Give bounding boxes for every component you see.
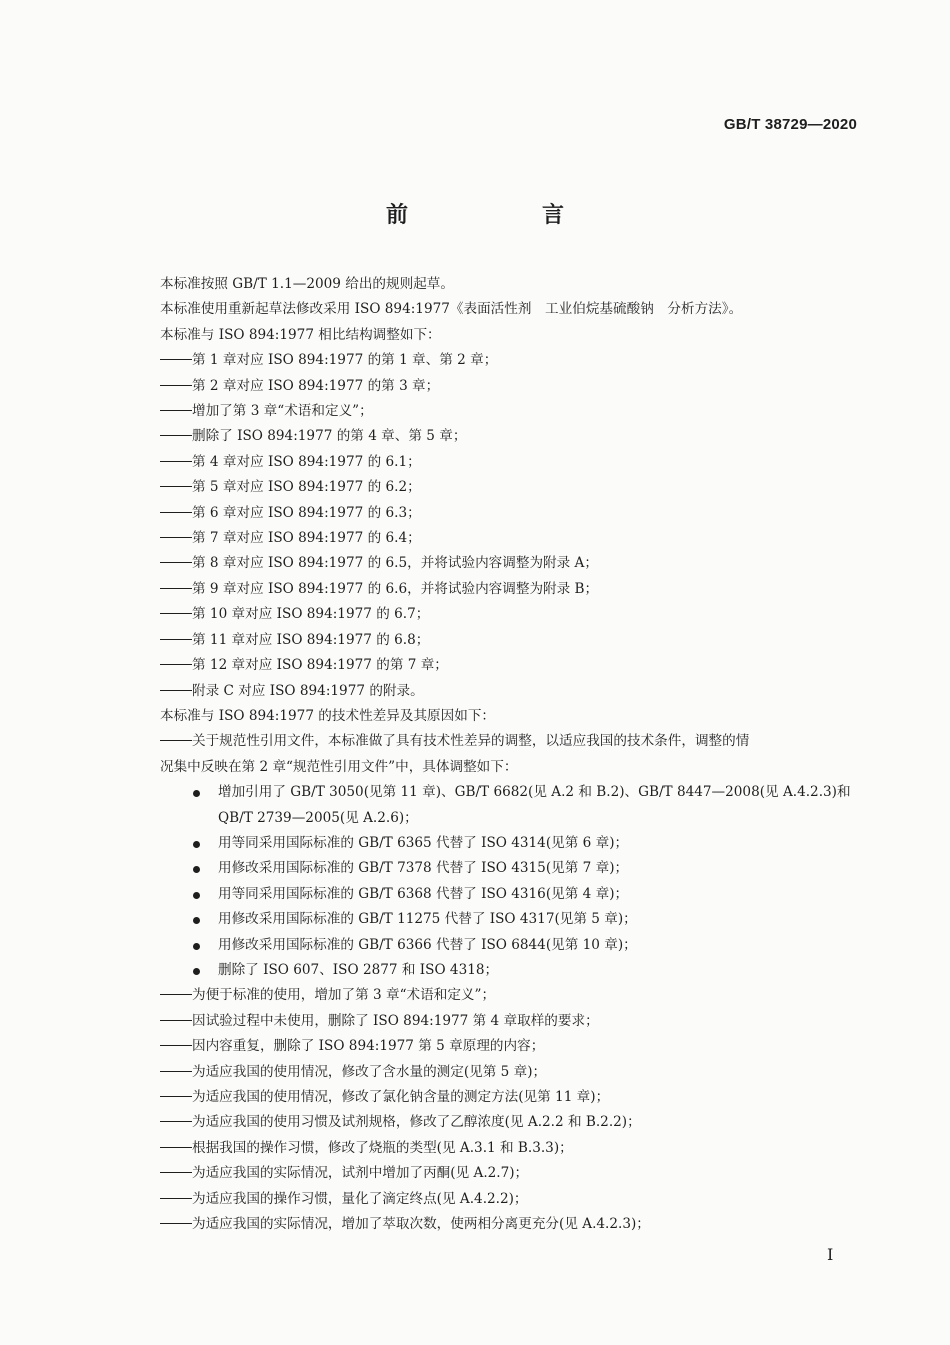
standard-code: GB/T 38729—2020: [723, 116, 857, 133]
list-item-text: 为适应我国的实际情况，试剂中增加了丙酮(见 A.2.7)；: [192, 1165, 529, 1182]
dash-mark: [160, 512, 192, 513]
list-item: [160, 1161, 860, 1186]
list-item: [160, 602, 860, 627]
list-item: [160, 1034, 860, 1059]
bullet-dot-icon: [193, 790, 200, 797]
list-item-text: 第 1 章对应 ISO 894:1977 的第 1 章、第 2 章；: [192, 352, 498, 369]
bullet-item: [160, 907, 860, 932]
dash-mark: [160, 359, 192, 360]
list-item-text: 为适应我国的实际情况，增加了萃取次数，使两相分离更充分(见 A.4.2.3)；: [192, 1216, 650, 1233]
bullet-dot-icon: [193, 892, 200, 899]
list-item-text: 增加了第 3 章“术语和定义”；: [192, 403, 373, 420]
bullet-text: 用修改采用国际标准的 GB/T 7378 代替了 ISO 4315(见第 7 章)；: [218, 860, 629, 877]
dash-mark: [160, 435, 192, 436]
dash-mark: [160, 562, 192, 563]
list-item-text: 因试验过程中未使用，删除了 ISO 894:1977 第 4 章取样的要求；: [192, 1012, 599, 1029]
dash-mark: [160, 385, 192, 386]
dash-mark: [160, 639, 192, 640]
list-item: [160, 577, 860, 602]
paragraph: 本标准与 ISO 894:1977 相比结构调整如下：: [160, 326, 441, 343]
list-item-text: 第 2 章对应 ISO 894:1977 的第 3 章；: [192, 377, 440, 394]
paragraph: 本标准按照 GB/T 1.1—2009 给出的规则起草。: [160, 276, 454, 292]
bullet-item: [160, 856, 860, 881]
bullet-dot-icon: [193, 866, 200, 873]
bullet-dot-icon: [193, 917, 200, 924]
dash-mark: [160, 613, 192, 614]
list-item: [160, 679, 860, 704]
dash-mark: [160, 410, 192, 411]
list-item-text: 第 7 章对应 ISO 894:1977 的 6.4；: [192, 530, 421, 547]
bullet-text: 用修改采用国际标准的 GB/T 6366 代替了 ISO 6844(见第 10 章)；: [218, 936, 637, 953]
bullet-dot-icon: [193, 968, 200, 975]
dash-mark: [160, 1045, 192, 1046]
list-item: [160, 729, 860, 754]
list-item-continuation: 况集中反映在第 2 章“规范性引用文件”中，具体调整如下：: [160, 758, 518, 775]
page-title: 前 言: [385, 203, 620, 228]
dash-mark: [160, 1198, 192, 1199]
bullet-text: 删除了 ISO 607、ISO 2877 和 ISO 4318；: [218, 961, 499, 978]
list-item-text: 第 12 章对应 ISO 894:1977 的第 7 章；: [192, 657, 448, 674]
list-item: [160, 1110, 860, 1135]
list-item: [160, 551, 860, 576]
list-item-text: 因内容重复，删除了 ISO 894:1977 第 5 章原理的内容；: [192, 1038, 545, 1055]
list-item-text: 为适应我国的使用情况，修改了含水量的测定(见第 5 章)；: [192, 1063, 547, 1080]
list-item-text: 为适应我国的操作习惯，量化了滴定终点(见 A.4.2.2)；: [192, 1190, 528, 1207]
dash-mark: [160, 690, 192, 691]
dash-mark: [160, 1223, 192, 1224]
foreword-body: [160, 272, 860, 1237]
list-item-text: 第 5 章对应 ISO 894:1977 的 6.2；: [192, 479, 421, 496]
list-item-text: 第 11 章对应 ISO 894:1977 的 6.8；: [192, 631, 430, 648]
list-item: [160, 450, 860, 475]
bullet-text: 增加引用了 GB/T 3050(见第 11 章)、GB/T 6682(见 A.2 和 B.2)、GB/T 8447—2008(见 A.4.2.3)和 QB/T 2739—2005(见 A.2.6)；: [218, 784, 851, 826]
list-item: [160, 653, 860, 678]
list-item-text: 第 8 章对应 ISO 894:1977 的 6.5，并将试验内容调整为附录 A；: [192, 555, 598, 572]
list-item: [160, 628, 860, 653]
list-item: [160, 1009, 860, 1034]
dash-mark: [160, 1121, 192, 1122]
dash-mark: [160, 461, 192, 462]
list-item-text: 第 6 章对应 ISO 894:1977 的 6.3；: [192, 504, 421, 521]
list-item-text: 为便于标准的使用，增加了第 3 章“术语和定义”；: [192, 987, 496, 1004]
dash-mark: [160, 994, 192, 995]
bullet-item: [160, 882, 860, 907]
dash-mark: [160, 1147, 192, 1148]
list-item-text: 为适应我国的使用习惯及试剂规格，修改了乙醇浓度(见 A.2.2 和 B.2.2)；: [192, 1114, 641, 1131]
list-item: [160, 501, 860, 526]
list-item: [160, 1187, 860, 1212]
list-item-text: 根据我国的操作习惯，修改了烧瓶的类型(见 A.3.1 和 B.3.3)；: [192, 1139, 573, 1156]
dash-mark: [160, 664, 192, 665]
dash-mark: [160, 1020, 192, 1021]
bullet-text: 用等同采用国际标准的 GB/T 6365 代替了 ISO 4314(见第 6 章)；: [218, 834, 629, 851]
list-item: [160, 399, 860, 424]
list-item: [160, 475, 860, 500]
list-item: [160, 348, 860, 373]
list-item-text: 第 4 章对应 ISO 894:1977 的 6.1；: [192, 453, 421, 470]
bullet-item: [160, 933, 860, 958]
list-item: [160, 983, 860, 1008]
list-item-text: 第 10 章对应 ISO 894:1977 的 6.7；: [192, 606, 430, 623]
list-item: [160, 526, 860, 551]
list-item: [160, 1085, 860, 1110]
list-item-text: 第 9 章对应 ISO 894:1977 的 6.6，并将试验内容调整为附录 B；: [192, 580, 599, 597]
bullet-dot-icon: [193, 841, 200, 848]
list-item-text: 附录 C 对应 ISO 894:1977 的附录。: [192, 682, 424, 699]
dash-mark: [160, 588, 192, 589]
dash-mark: [160, 486, 192, 487]
bullet-item: [160, 831, 860, 856]
bullet-item: [160, 958, 860, 983]
list-item-text: 删除了 ISO 894:1977 的第 4 章、第 5 章；: [192, 428, 467, 445]
bullet-dot-icon: [193, 943, 200, 950]
dash-mark: [160, 1172, 192, 1173]
dash-mark: [160, 1096, 192, 1097]
bullet-item: [160, 780, 860, 831]
bullet-text: 用修改采用国际标准的 GB/T 11275 代替了 ISO 4317(见第 5 章)；: [218, 911, 637, 928]
list-item: [160, 374, 860, 399]
list-item: [160, 1212, 860, 1237]
list-item: [160, 424, 860, 449]
list-item: [160, 1136, 860, 1161]
dash-mark: [160, 537, 192, 538]
dash-mark: [160, 740, 192, 741]
list-item-text: 关于规范性引用文件，本标准做了具有技术性差异的调整，以适应我国的技术条件，调整的情: [192, 733, 750, 750]
list-item-text: 为适应我国的使用情况，修改了氯化钠含量的测定方法(见第 11 章)；: [192, 1089, 610, 1105]
paragraph: 本标准与 ISO 894:1977 的技术性差异及其原因如下：: [160, 707, 496, 724]
bullet-text: 用等同采用国际标准的 GB/T 6368 代替了 ISO 4316(见第 4 章)；: [218, 885, 629, 902]
list-item: [160, 1060, 860, 1085]
paragraph: 本标准使用重新起草法修改采用 ISO 894:1977《表面活性剂 工业伯烷基硫酸钠 分析方法》。: [160, 301, 743, 318]
page-number: I: [827, 1245, 834, 1264]
dash-mark: [160, 1071, 192, 1072]
